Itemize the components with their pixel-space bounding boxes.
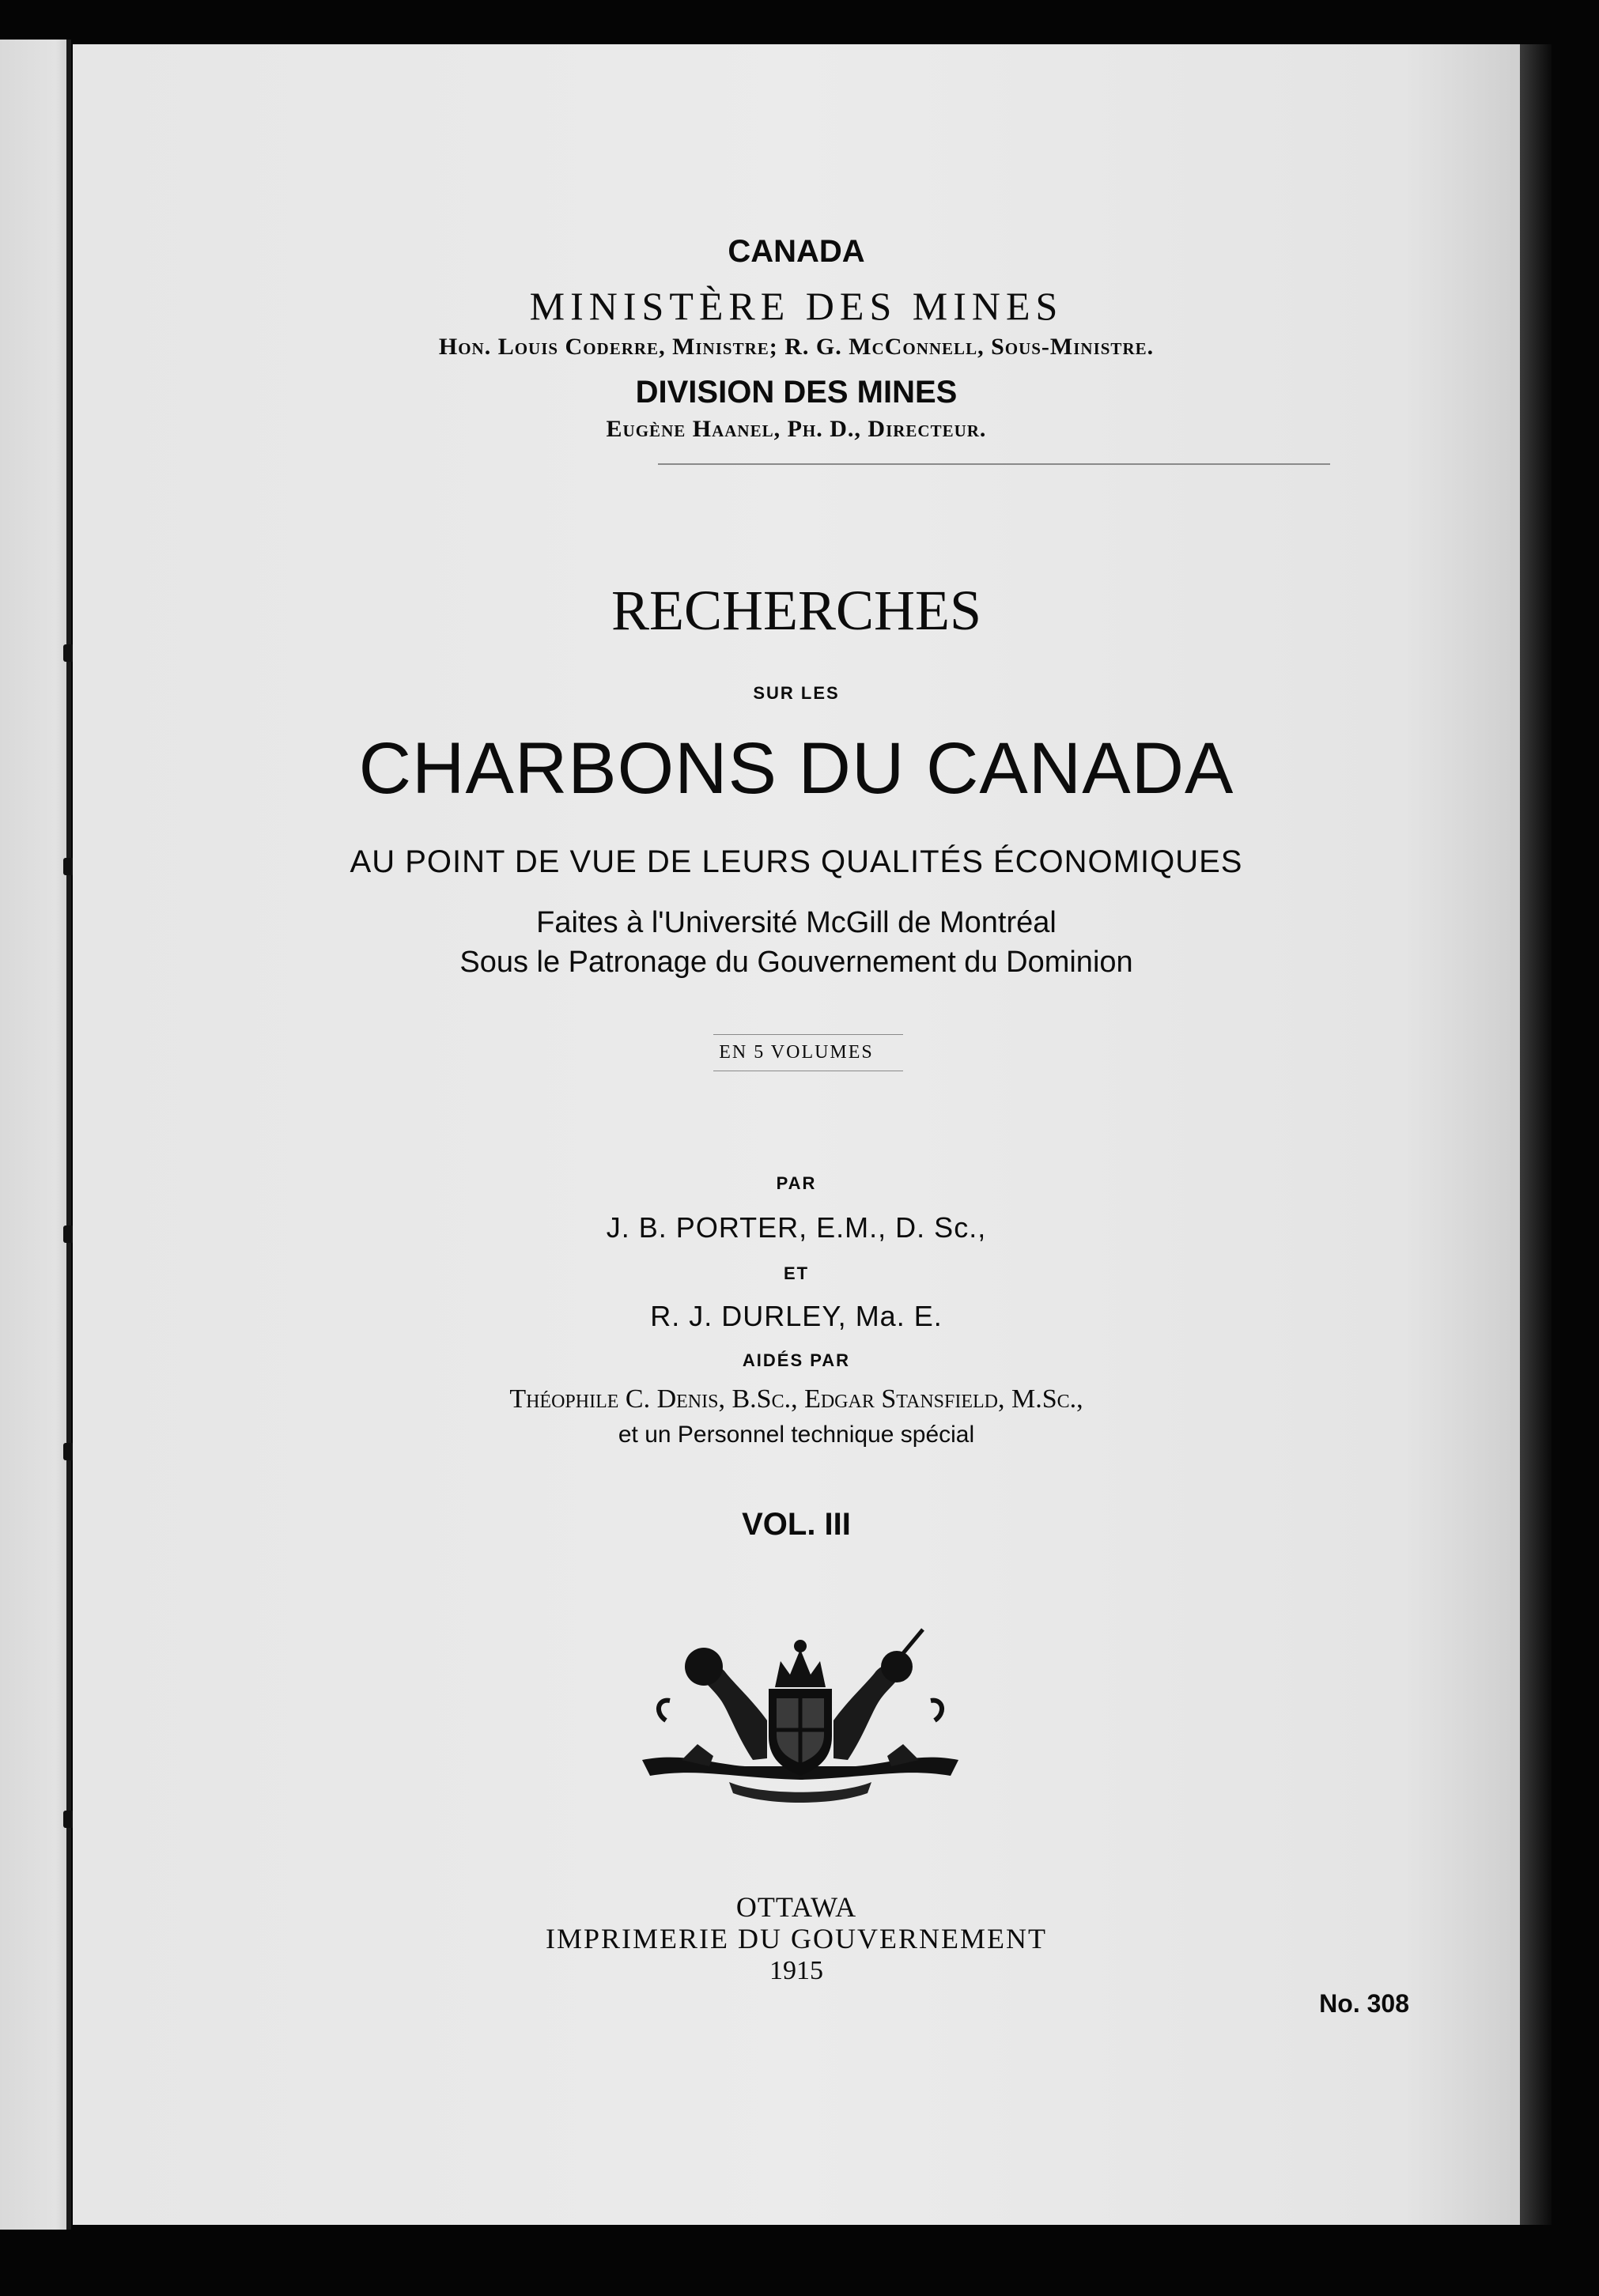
subtitle: AU POINT DE VUE DE LEURS QUALITÉS ÉCONOMIQUES [350,844,1243,879]
imprint-city: OTTAWA [735,1891,857,1923]
and-label: ET [783,1263,810,1283]
main-title: RECHERCHES [610,579,982,642]
volumes-note: EN 5 VOLUMES [719,1042,874,1063]
volume-number: VOL. III [742,1507,851,1542]
author-2: R. J. DURLEY, Ma. E. [650,1300,943,1332]
country-heading: CANADA [728,234,865,269]
volumes-rule-top [713,1034,903,1035]
title-page [73,44,1520,2225]
author-1: J. B. PORTER, E.M., D. Sc., [606,1211,987,1244]
ministers-line: Hon. Louis Coderre, Ministre; R. G. McConnell, Sous-Ministre. [438,334,1155,360]
page-right-edge [1520,44,1552,2225]
coat-of-arms-icon [634,1626,966,1823]
place-line-1: Faites à l'Université McGill de Montréal [536,906,1057,939]
place-line-2: Sous le Patronage du Gouvernement du Dominion [459,946,1133,979]
by-label: PAR [776,1173,817,1193]
subject-title: CHARBONS DU CANADA [358,728,1234,809]
page-gutter [66,40,71,2230]
imprint-printer: IMPRIMERIE DU GOUVERNEMENT [546,1923,1047,1954]
publication-number: No. 308 [1319,1989,1409,2018]
header-divider [658,463,1330,465]
assistants-line-1: Théophile C. Denis, B.Sc., Edgar Stansfield, M.Sc., [509,1384,1083,1414]
title-connector: SUR LES [753,683,840,703]
assistants-line-2: et un Personnel technique spécial [618,1422,975,1448]
imprint-year: 1915 [769,1956,823,1985]
assisted-label: AIDÉS PAR [742,1350,851,1370]
ministry-heading: MINISTÈRE DES MINES [529,284,1064,328]
adjacent-page-edge [0,40,70,2230]
director-line: Eugène Haanel, Ph. D., Directeur. [606,416,987,442]
division-heading: DIVISION DES MINES [635,375,958,410]
